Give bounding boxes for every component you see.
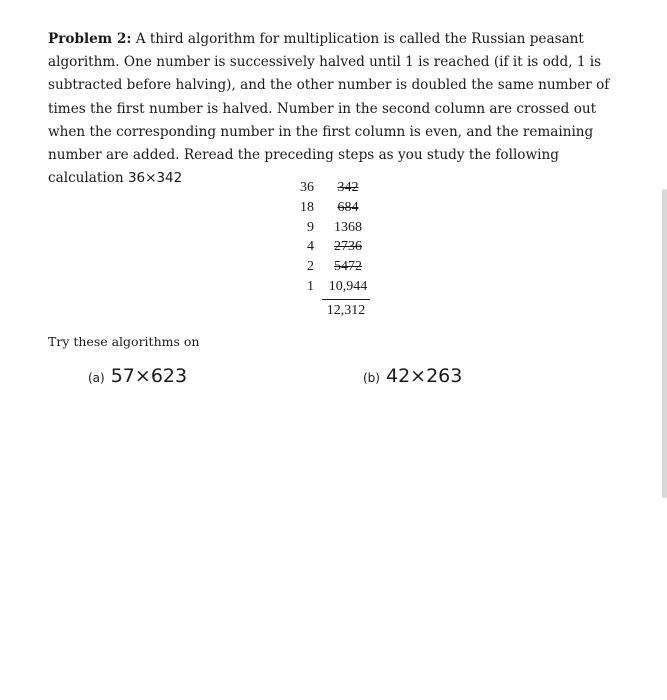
try-label: Try these algorithms on	[48, 334, 200, 349]
halved-value: 4	[307, 239, 314, 255]
halved-value: 36	[300, 180, 314, 195]
doubled-value-crossed: 5472	[334, 259, 362, 275]
problem-label: Problem 2:	[48, 31, 132, 47]
doubled-value: 1368	[334, 219, 362, 235]
vertical-scrollbar[interactable]	[662, 189, 667, 498]
sum-rule	[322, 299, 370, 300]
exercise-expression: 57×623	[110, 365, 188, 387]
calculation-expression: 36×342	[127, 170, 183, 187]
problem-statement	[48, 28, 623, 190]
doubled-value-crossed: 2736	[334, 239, 362, 255]
doubled-value: 10,944	[328, 278, 368, 294]
halved-value: 9	[307, 219, 314, 235]
problem-text: A third algorithm for multiplication is called the Russian peasant algorithm. One number is successively halved until 1 is reached (if it is odd, 1 is subtracted before halving), and the other number is doubled the same number of times the first number is halved. Number in the second column are crossed out when the corresponding number in the first column is even, and the remaining number are added. Reread the preceding steps as you study the following calculation	[48, 31, 610, 187]
halved-value: 1	[307, 278, 314, 294]
halved-value: 2	[307, 259, 314, 275]
exercise-tag: (a)	[88, 371, 105, 385]
doubled-value-crossed: 342	[337, 180, 359, 195]
exercise-a	[88, 365, 187, 387]
exercise-b	[363, 365, 462, 387]
doubled-value-crossed: 684	[337, 199, 359, 215]
exercise-tag: (b)	[363, 371, 380, 385]
halved-value: 18	[300, 199, 314, 215]
calculation-total: 12,312	[326, 303, 366, 318]
exercise-expression: 42×263	[385, 365, 463, 387]
